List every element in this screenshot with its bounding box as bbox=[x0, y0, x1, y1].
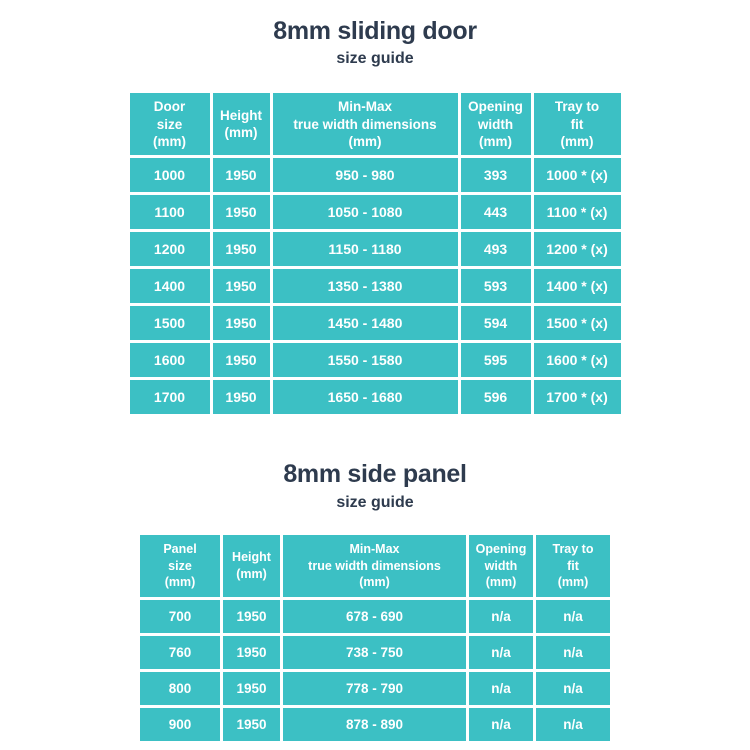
cell-door-size: 1400 bbox=[130, 269, 210, 303]
table-row bbox=[130, 380, 621, 414]
cell-door-size: 1100 bbox=[130, 195, 210, 229]
table-row bbox=[140, 708, 610, 741]
table-head bbox=[140, 535, 610, 597]
cell-true-width: 1650 - 1680 bbox=[273, 380, 458, 414]
cell-panel-size: 700 bbox=[140, 600, 220, 633]
side-panel-size-table bbox=[137, 532, 613, 744]
column-header-min-max-true-width: Min-Max true width dimensions (mm) bbox=[273, 93, 458, 155]
page-title: 8mm sliding door bbox=[273, 17, 477, 45]
table-row bbox=[130, 158, 621, 192]
table-row bbox=[130, 232, 621, 266]
cell-true-width: 778 - 790 bbox=[283, 672, 466, 705]
cell-tray-to-fit: n/a bbox=[536, 672, 610, 705]
cell-height: 1950 bbox=[223, 600, 280, 633]
table-row bbox=[140, 672, 610, 705]
cell-height: 1950 bbox=[213, 158, 270, 192]
table-row bbox=[130, 343, 621, 377]
table-header-row bbox=[140, 535, 610, 597]
cell-true-width: 878 - 890 bbox=[283, 708, 466, 741]
cell-opening-width: 493 bbox=[461, 232, 531, 266]
cell-tray-to-fit: 1400 * (x) bbox=[534, 269, 621, 303]
cell-height: 1950 bbox=[223, 672, 280, 705]
section-sliding-door bbox=[0, 16, 750, 417]
cell-true-width: 950 - 980 bbox=[273, 158, 458, 192]
cell-opening-width: n/a bbox=[469, 636, 533, 669]
cell-door-size: 1200 bbox=[130, 232, 210, 266]
cell-tray-to-fit: 1600 * (x) bbox=[534, 343, 621, 377]
sliding-door-size-table bbox=[127, 90, 624, 417]
cell-panel-size: 800 bbox=[140, 672, 220, 705]
cell-door-size: 1500 bbox=[130, 306, 210, 340]
cell-true-width: 678 - 690 bbox=[283, 600, 466, 633]
cell-true-width: 1550 - 1580 bbox=[273, 343, 458, 377]
table-head bbox=[130, 93, 621, 155]
cell-opening-width: 443 bbox=[461, 195, 531, 229]
section-title-side-panel: 8mm side panel bbox=[283, 460, 467, 489]
cell-opening-width: n/a bbox=[469, 600, 533, 633]
column-header-opening-width: Opening width (mm) bbox=[461, 93, 531, 155]
column-header-tray-to-fit: Tray to fit (mm) bbox=[536, 535, 610, 597]
cell-true-width: 1050 - 1080 bbox=[273, 195, 458, 229]
section-side-panel bbox=[0, 459, 750, 743]
section-subtitle-side-panel: size guide bbox=[336, 493, 414, 511]
table-body bbox=[130, 158, 621, 414]
cell-opening-width: 596 bbox=[461, 380, 531, 414]
cell-tray-to-fit: 1200 * (x) bbox=[534, 232, 621, 266]
cell-true-width: 738 - 750 bbox=[283, 636, 466, 669]
cell-tray-to-fit: 1100 * (x) bbox=[534, 195, 621, 229]
cell-tray-to-fit: n/a bbox=[536, 600, 610, 633]
table-row bbox=[130, 269, 621, 303]
cell-opening-width: 594 bbox=[461, 306, 531, 340]
cell-tray-to-fit: 1000 * (x) bbox=[534, 158, 621, 192]
table-body bbox=[140, 600, 610, 741]
cell-height: 1950 bbox=[223, 636, 280, 669]
table-row bbox=[130, 306, 621, 340]
table-row bbox=[140, 600, 610, 633]
table-row bbox=[130, 195, 621, 229]
cell-height: 1950 bbox=[223, 708, 280, 741]
page-subtitle: size guide bbox=[336, 50, 414, 68]
column-header-opening-width: Opening width (mm) bbox=[469, 535, 533, 597]
cell-door-size: 1600 bbox=[130, 343, 210, 377]
cell-opening-width: 393 bbox=[461, 158, 531, 192]
cell-tray-to-fit: 1700 * (x) bbox=[534, 380, 621, 414]
cell-opening-width: 593 bbox=[461, 269, 531, 303]
cell-tray-to-fit: n/a bbox=[536, 708, 610, 741]
cell-height: 1950 bbox=[213, 343, 270, 377]
column-header-height: Height (mm) bbox=[213, 93, 270, 155]
cell-true-width: 1150 - 1180 bbox=[273, 232, 458, 266]
cell-height: 1950 bbox=[213, 232, 270, 266]
column-header-tray-to-fit: Tray to fit (mm) bbox=[534, 93, 621, 155]
column-header-panel-size: Panel size (mm) bbox=[140, 535, 220, 597]
cell-tray-to-fit: 1500 * (x) bbox=[534, 306, 621, 340]
cell-true-width: 1450 - 1480 bbox=[273, 306, 458, 340]
cell-opening-width: n/a bbox=[469, 708, 533, 741]
cell-door-size: 1700 bbox=[130, 380, 210, 414]
cell-height: 1950 bbox=[213, 195, 270, 229]
cell-true-width: 1350 - 1380 bbox=[273, 269, 458, 303]
column-header-height: Height (mm) bbox=[223, 535, 280, 597]
cell-panel-size: 900 bbox=[140, 708, 220, 741]
cell-height: 1950 bbox=[213, 380, 270, 414]
table-row bbox=[140, 636, 610, 669]
cell-opening-width: n/a bbox=[469, 672, 533, 705]
cell-height: 1950 bbox=[213, 269, 270, 303]
cell-tray-to-fit: n/a bbox=[536, 636, 610, 669]
cell-height: 1950 bbox=[213, 306, 270, 340]
cell-opening-width: 595 bbox=[461, 343, 531, 377]
column-header-door-size: Door size (mm) bbox=[130, 93, 210, 155]
column-header-min-max-true-width: Min-Max true width dimensions (mm) bbox=[283, 535, 466, 597]
table-header-row bbox=[130, 93, 621, 155]
cell-panel-size: 760 bbox=[140, 636, 220, 669]
cell-door-size: 1000 bbox=[130, 158, 210, 192]
